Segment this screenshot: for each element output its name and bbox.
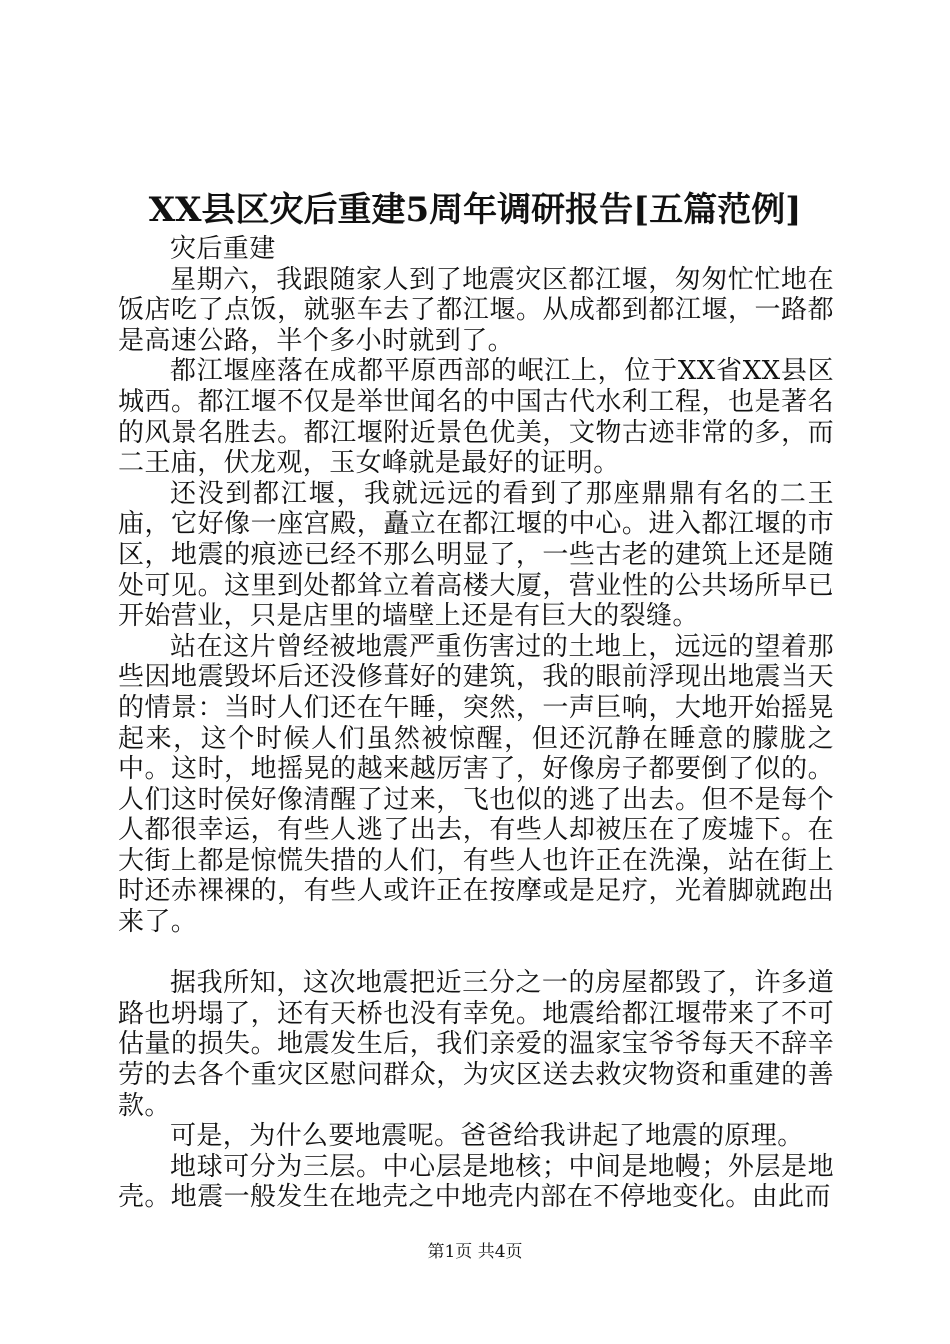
paragraph: 还没到都江堰，我就远远的看到了那座鼎鼎有名的二王庙，它好像一座宫殿，矗立在都江堰的中心。进入都江堰的市区，地震的痕迹已经不那么明显了，一些古老的建筑上还是随处可见。这里到处都耸立着高楼大厦，营业性的公共场所早已开始营业，只是店里的墙壁上还是有巨大的裂缝。 <box>118 478 834 632</box>
paragraph: 可是，为什么要地震呢。爸爸给我讲起了地震的原理。 <box>170 1121 804 1152</box>
paragraph: 据我所知，这次地震把近三分之一的房屋都毁了，许多道路也坍塌了，还有天桥也没有幸免。地震给都江堰带来了不可估量的损失。地震发生后，我们亲爱的温家宝爷爷每天不辞辛劳的去各个重灾区慰问群众，为灾区送去救灾物资和重建的善款。 <box>118 968 834 1121</box>
paragraph: 灾后重建 <box>170 234 276 264</box>
paragraph: 都江堰座落在成都平原西部的岷江上，位于XX省XX县区城西。都江堰不仅是举世闻名的中国古代水利工程，也是著名的风景名胜去。都江堰附近景色优美，文物古迹非常的多，而二王庙，伏龙观，玉女峰就是最好的证明。 <box>118 356 834 479</box>
document-body <box>118 234 834 1213</box>
document-title: XX县区灾后重建5周年调研报告[五篇范例] <box>148 190 802 230</box>
paragraph: 地球可分为三层。中心层是地核；中间是地幔；外层是地壳。地震一般发生在地壳之中地壳内部在不停地变化。由此而 <box>118 1151 834 1213</box>
paragraph: 星期六，我跟随家人到了地震灾区都江堰，匆匆忙忙地在饭店吃了点饭，就驱车去了都江堰。从成都到都江堰，一路都是高速公路，半个多小时就到了。 <box>118 264 834 356</box>
paragraph-spacer <box>118 938 834 969</box>
page-footer: 第1页 共4页 <box>427 1242 523 1262</box>
paragraph: 站在这片曾经被地震严重伤害过的土地上，远远的望着那些因地震毁坏后还没修葺好的建筑，我的眼前浮现出地震当天的情景：当时人们还在午睡，突然，一声巨响，大地开始摇晃起来，这个时候人们虽然被惊醒，但还沉静在睡意的朦胧之中。这时，地摇晃的越来越厉害了，好像房子都要倒了似的。人们这时侯好像清醒了过来，飞也似的逃了出去。但不是每个人都很幸运，有些人逃了出去，有些人却被压在了废墟下。在大街上都是惊慌失措的人们，有些人也许正在洗澡，站在街上时还赤裸裸的，有些人或许正在按摩或是足疗，光着脚就跑出来了。 <box>118 631 834 938</box>
